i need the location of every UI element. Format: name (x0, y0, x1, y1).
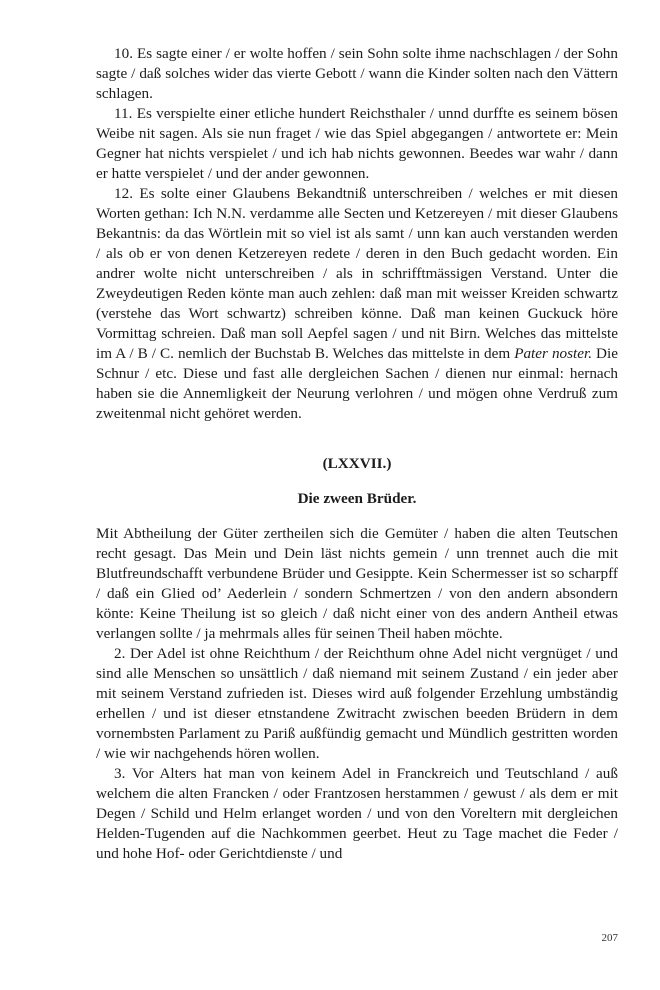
paragraph-intro: Mit Abtheilung der Güter zertheilen sich die Gemüter / haben die alten Teutschen recht gesagt. Das Mein und Dein läst nichts gemein / unn trennet auch die mit Blutfreundschafft verbundene Brüder und Gesippte. Kein Schermesser ist so scharpff / daß ein Glied od’ Aederlein / sondern Schmertzen / von den andern absondern könte: Keine Theilung ist so gleich / daß nicht einer von des andern Antheil etwas verlangen sollte / ja mehrmals alles für seinen Theil haben möchte. (96, 525, 618, 642)
paragraph-10: 10. Es sagte einer / er wolte hoffen / sein Sohn solte ihme nachschlagen / der Sohn sagte / daß solches wider das vierte Gebott / wann die Kinder solten nach den Vättern schlagen. (96, 45, 618, 102)
chapter-number: (LXXVII.) (322, 455, 392, 472)
paragraph-12-text-b: Die Schnur / etc. Diese und fast alle dergleichen Sachen / dienen nur einmal: hernach haben sie die Annemligkeit der Neurung verlohren / und mögen ohne Verdruß zum zweitenmal nicht gehöret werden. (96, 345, 618, 422)
paragraph-11: 11. Es verspielte einer etliche hundert Reichsthaler / unnd durffte es seinem bösen Weibe nit sagen. Als sie nun fraget / wie das Spiel abgegangen / antwortete er: Mein Gegner hat nichts verspielet / und ich hab nichts gewonnen. Beedes war wahr / dann er hatte verspielet / und der ander gewonnen. (96, 105, 618, 182)
paragraph-12-italic: Pater noster. (514, 345, 593, 362)
paragraph-12-text-a: 12. Es solte einer Glaubens Bekandtniß unterschreiben / welches er mit diesen Worten gethan: Ich N.N. verdamme alle Secten und Ketzereyen / mit dieser Glaubens Bekantnis: da das Wörtlein mit so viel ist als samt / unn kan auch verstanden werden / als ob er von denen Ketzereyen redete / deren in den Buch gedacht worden. Ein andrer wolte nicht unterschreiben / als in schrifftmässigen Verstand. Unter die Zweydeutigen Reden könte man auch zehlen: daß man mit weisser Kreiden schwartz (verstehe das Wort schwartz) schreiben könne. Daß man keinen Guckuck höre Vormittag schreien. Daß man soll Aepfel sagen / und nit Birn. Welches das mittelste im A / B / C. nemlich der Buchstab B. Welches das mittelste in dem (96, 185, 618, 362)
page-number: 207 (601, 932, 618, 944)
paragraph-3: 3. Vor Alters hat man von keinem Adel in Franckreich und Teutschland / auß welchem die alten Francken / oder Frantzosen herstammen / gewust / als dem er mit Degen / Schild und Helm erlanget worden / und von den Voreltern mit dergleichen Helden-Tugenden auf die Nachkommen geerbet. Heut zu Tage machet die Feder / und hohe Hof- oder Gerichtdienste / und (96, 765, 618, 862)
book-page (96, 44, 618, 864)
chapter-title: Die zween Brüder. (297, 490, 417, 507)
paragraph-2: 2. Der Adel ist ohne Reichthum / der Reichthum ohne Adel nicht vergnüget / und sind alle Menschen so unsättlich / daß niemand mit seinem Zustand / ein jeder aber mit seinem Verstand zufrieden ist. Dieses wird auß folgender Erzehlung umbständig erhellen / und ist dieser etnstandene Zwitracht zwischen beeden Brüdern in dem vornembsten Parlament zu Pariß außfündig gemacht und Mündlich gestritten worden / wie wir nachgehends hören wollen. (96, 645, 618, 762)
paragraph-12 (96, 184, 618, 424)
